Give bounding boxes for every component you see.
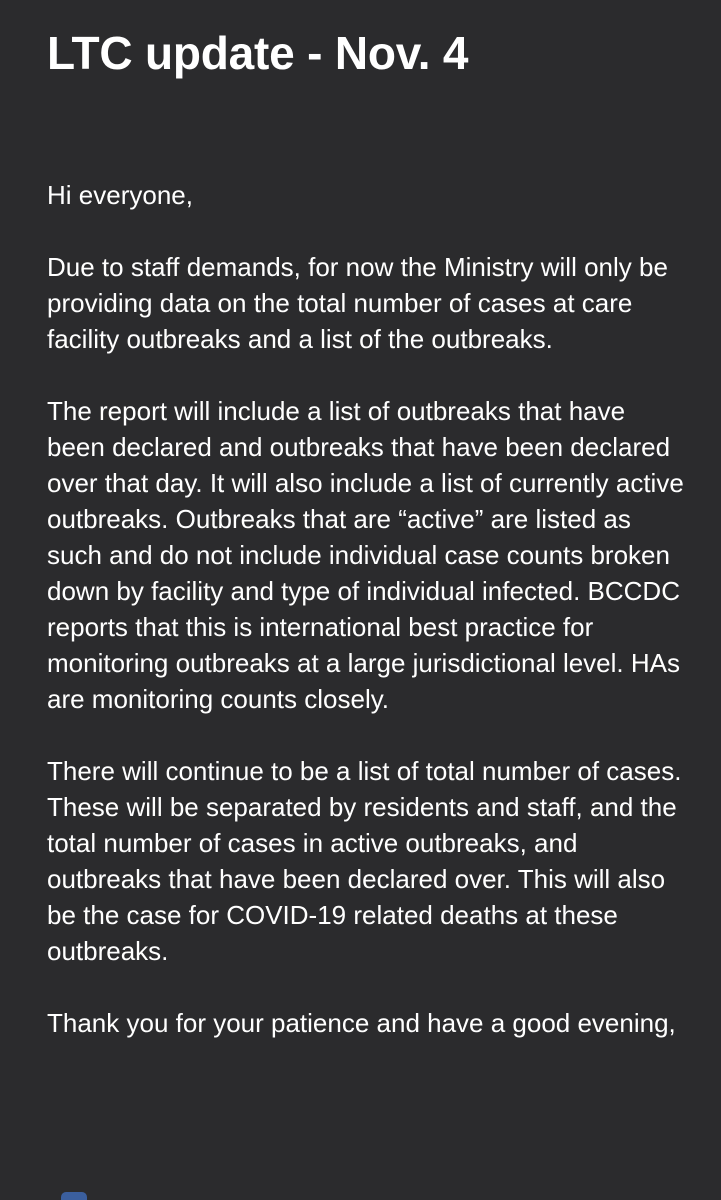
email-body	[47, 177, 685, 1041]
email-paragraph: There will continue to be a list of total number of cases. These will be separated by residents and staff, and the total number of cases in active outbreaks, and outbreaks that have been declared over. This will also be the case for COVID-19 related deaths at these outbreaks.	[47, 756, 682, 967]
email-paragraph: Due to staff demands, for now the Ministry will only be providing data on the total number of cases at care facility outbreaks and a list of the outbreaks.	[47, 252, 668, 355]
partial-icon	[61, 1192, 87, 1200]
email-greeting: Hi everyone,	[47, 180, 193, 211]
email-subject: LTC update - Nov. 4	[47, 27, 469, 79]
email-paragraph: The report will include a list of outbreaks that have been declared and outbreaks that have been declared over that day. It will also include a list of currently active outbreaks. Outbreaks that are “active” are listed as such and do not include individual case counts broken down by facility and type of individual infected. BCCDC reports that this is international best practice for monitoring outbreaks at a large jurisdictional level. HAs are monitoring counts closely.	[47, 396, 684, 715]
email-closing: Thank you for your patience and have a good evening,	[47, 1008, 676, 1039]
